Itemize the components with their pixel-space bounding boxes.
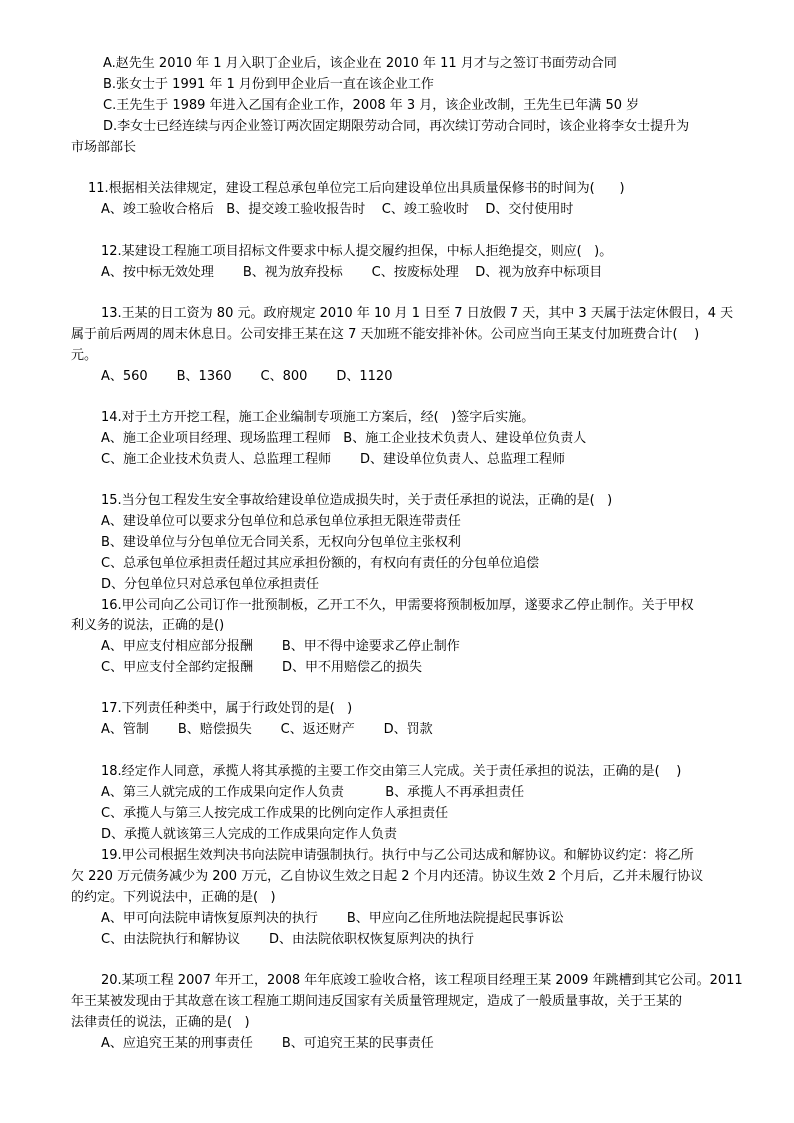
q14-options-ab: A、施工企业项目经理、现场监理工程师 B、施工企业技术负责人、建设单位负责人 xyxy=(101,431,587,446)
q15-option-c: C、总承包单位承担责任超过其应承担份额的，有权向有责任的分包单位追偿 xyxy=(101,556,540,571)
q10-option-c: C.王先生于 1989 年进入乙国有企业工作，2008 年 3 月，该企业改制，王先生已年满 50 岁 xyxy=(103,98,640,113)
q15-option-b: B、建设单位与分包单位无合同关系，无权向分包单位主张权利 xyxy=(101,535,461,550)
q20-stem: 20.某项工程 2007 年开工，2008 年年底竣工验收合格，该工程项目经理王某 2009 年跳槽到其它公司。2011 xyxy=(101,973,743,988)
q14-options-cd: C、施工企业技术负责人、总监理工程师 D、建设单位负责人、总监理工程师 xyxy=(101,452,566,467)
q15-stem: 15.当分包工程发生安全事故给建设单位造成损失时，关于责任承担的说法，正确的是( ) xyxy=(101,493,613,508)
q19-options-cd: C、由法院执行和解协议 D、由法院依职权恢复原判决的执行 xyxy=(101,932,475,947)
q18-option-c: C、承揽人与第三人按完成工作成果的比例向定作人承担责任 xyxy=(101,806,449,821)
q18-stem: 18.经定作人同意，承揽人将其承揽的主要工作交由第三人完成。关于责任承担的说法，正确的是( ) xyxy=(101,764,682,779)
q13-stem-cont-1: 属于前后两周的周末休息日。公司安排王某在这 7 天加班不能安排补休。公司应当向王某支付加班费合计( ) xyxy=(71,327,700,342)
q10-option-a: A.赵先生 2010 年 1 月入职丁企业后，该企业在 2010 年 11 月才与之签订书面劳动合同 xyxy=(103,56,617,71)
q13-stem-cont-2: 元。 xyxy=(71,348,98,363)
q20-options-ab: A、应追究王某的刑事责任 B、可追究王某的民事责任 xyxy=(101,1036,434,1051)
q18-options-ab: A、第三人就完成的工作成果向定作人负责 B、承揽人不再承担责任 xyxy=(101,785,525,800)
q15-option-a: A、建设单位可以要求分包单位和总承包单位承担无限连带责任 xyxy=(101,514,461,529)
q20-stem-cont-1: 年王某被发现由于其故意在该工程施工期间违反国家有关质量管理规定，造成了一般质量事故，关于王某的 xyxy=(71,994,683,1009)
q11-options: A、竣工验收合格后 B、提交竣工验收报告时 C、竣工验收时 D、交付使用时 xyxy=(101,202,574,217)
q16-stem: 16.甲公司向乙公司订作一批预制板，乙开工不久，甲需要将预制板加厚，遂要求乙停止制作。关于甲权 xyxy=(101,598,694,613)
q13-options: A、560 B、1360 C、800 D、1120 xyxy=(101,369,393,384)
q19-stem-cont-2: 的约定。下列说法中，正确的是( ) xyxy=(71,890,276,905)
q17-options: A、管制 B、赔偿损失 C、返还财产 D、罚款 xyxy=(101,722,433,737)
q15-option-d: D、分包单位只对总承包单位承担责任 xyxy=(101,577,320,592)
q10-option-d: D.李女士已经连续与丙企业签订两次固定期限劳动合同，再次续订劳动合同时，该企业将李女士提升为 xyxy=(103,119,690,134)
q11-stem: 11.根据相关法律规定，建设工程总承包单位完工后向建设单位出具质量保修书的时间为( ) xyxy=(88,181,625,196)
q13-stem: 13.王某的日工资为 80 元。政府规定 2010 年 10 月 1 日至 7 日放假 7 天，其中 3 天属于法定休假日，4 天 xyxy=(101,306,734,321)
q17-stem: 17.下列责任种类中，属于行政处罚的是( ) xyxy=(101,701,353,716)
q10-option-b: B.张女士于 1991 年 1 月份到甲企业后一直在该企业工作 xyxy=(103,77,434,92)
q14-stem: 14.对于土方开挖工程，施工企业编制专项施工方案后，经( )签字后实施。 xyxy=(101,410,535,425)
q12-options: A、按中标无效处理 B、视为放弃投标 C、按废标处理 D、视为放弃中标项目 xyxy=(101,265,603,280)
q16-stem-cont: 利义务的说法，正确的是() xyxy=(71,618,225,633)
q19-stem-cont-1: 欠 220 万元债务减少为 200 万元，乙自协议生效之日起 2 个月内还清。协议生效 2 个月后，乙并未履行协议 xyxy=(71,869,704,884)
q16-options-ab: A、甲应支付相应部分报酬 B、甲不得中途要求乙停止制作 xyxy=(101,639,460,654)
q19-options-ab: A、甲可向法院申请恢复原判决的执行 B、甲应向乙住所地法院提起民事诉讼 xyxy=(101,911,564,926)
q10-option-d-cont: 市场部部长 xyxy=(71,140,137,155)
q19-stem: 19.甲公司根据生效判决书向法院申请强制执行。执行中与乙公司达成和解协议。和解协议约定：将乙所 xyxy=(101,848,694,863)
q18-option-d: D、承揽人就该第三人完成的工作成果向定作人负责 xyxy=(101,827,398,842)
q20-stem-cont-2: 法律责任的说法，正确的是( ) xyxy=(71,1015,250,1030)
q12-stem: 12.某建设工程施工项目招标文件要求中标人提交履约担保，中标人拒绝提交，则应( )。 xyxy=(101,244,613,259)
q16-options-cd: C、甲应支付全部约定报酬 D、甲不用赔偿乙的损失 xyxy=(101,660,423,675)
